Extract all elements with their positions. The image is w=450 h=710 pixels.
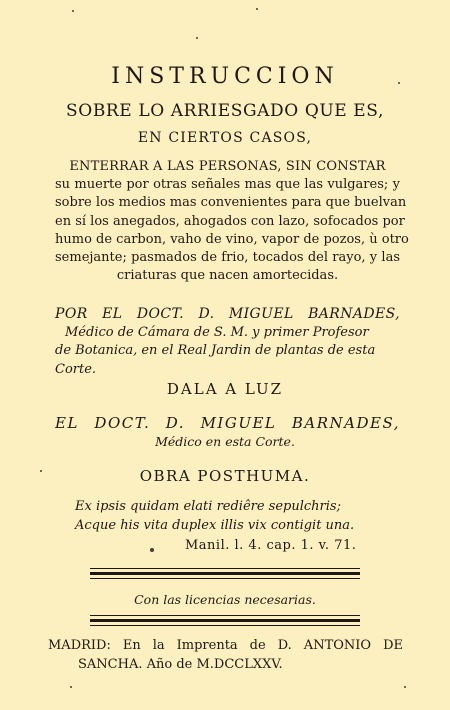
epigraph-citation: Manil. l. 4. cap. 1. v. 71.: [185, 538, 357, 553]
author-role-line-2: de Botanica, en el Real Jardin de plantas de esta: [55, 343, 376, 358]
rule-bottom-thin-2: [90, 625, 360, 626]
description-line-2: su muerte por otras señales mas que las vulgares; y: [55, 177, 400, 193]
obra-posthuma: OBRA POSTHUMA.: [139, 467, 311, 485]
speck: [40, 470, 42, 472]
rule-bottom-thin: [90, 615, 360, 616]
description-line-5: humo de carbon, vaho de vino, vapor de pozos, ù otro: [55, 231, 409, 247]
description-line-6: semejante; pasmados de frio, tocados del rayo, y las: [55, 250, 400, 266]
bullet-mark: [150, 548, 154, 552]
epigraph-line-2: Acque his vita duplex illis vix contigit una.: [75, 518, 355, 533]
speck: [256, 8, 258, 10]
editor-name: EL DOCT. D. MIGUEL BARNADES,: [55, 414, 400, 432]
subtitle-line-1: SOBRE LO ARRIESGADO QUE ES,: [66, 101, 384, 121]
author-block: [55, 305, 400, 379]
description-line-7: criaturas que nacen amortecidas.: [116, 268, 339, 284]
editor-role: Médico en esta Corte.: [155, 434, 295, 449]
rule-bottom-thick: [90, 619, 360, 622]
description-line-4: en sí los anegados, ahogados con lazo, sofocados por: [55, 213, 405, 229]
speck: [72, 10, 74, 12]
speck: [404, 686, 406, 688]
imprint: [48, 636, 403, 674]
title-description: [55, 158, 409, 285]
author-name: POR EL DOCT. D. MIGUEL BARNADES,: [55, 306, 400, 322]
imprint-line-2: SANCHA. Año de M.DCCLXXV.: [78, 657, 283, 672]
author-role-line-3: Corte.: [55, 361, 97, 377]
epigraph-line-1: Ex ipsis quidam elati rediêre sepulchris;: [75, 499, 341, 514]
author-role-line-1: Médico de Cámara de S. M. y primer Profesor: [65, 324, 369, 340]
licencias: Con las licencias necesarias.: [134, 592, 316, 607]
epigraph: [75, 497, 395, 535]
dala-a-luz: DALA A LUZ: [166, 380, 284, 398]
rule-top-thin: [90, 568, 360, 569]
book-title: INSTRUCCION: [111, 64, 339, 89]
description-line-1: ENTERRAR A LAS PERSONAS, SIN CONSTAR: [69, 159, 386, 174]
description-line-3: sobre los medios mas convenientes para que buelvan: [55, 195, 407, 211]
imprint-line-1: MADRID: En la Imprenta de D. ANTONIO DE: [48, 638, 403, 653]
rule-top-thin-2: [90, 578, 360, 579]
subtitle-line-2: EN CIERTOS CASOS,: [137, 130, 313, 146]
speck: [196, 37, 198, 39]
speck: [70, 686, 72, 688]
rule-top-thick: [90, 572, 360, 575]
speck: [398, 82, 400, 84]
